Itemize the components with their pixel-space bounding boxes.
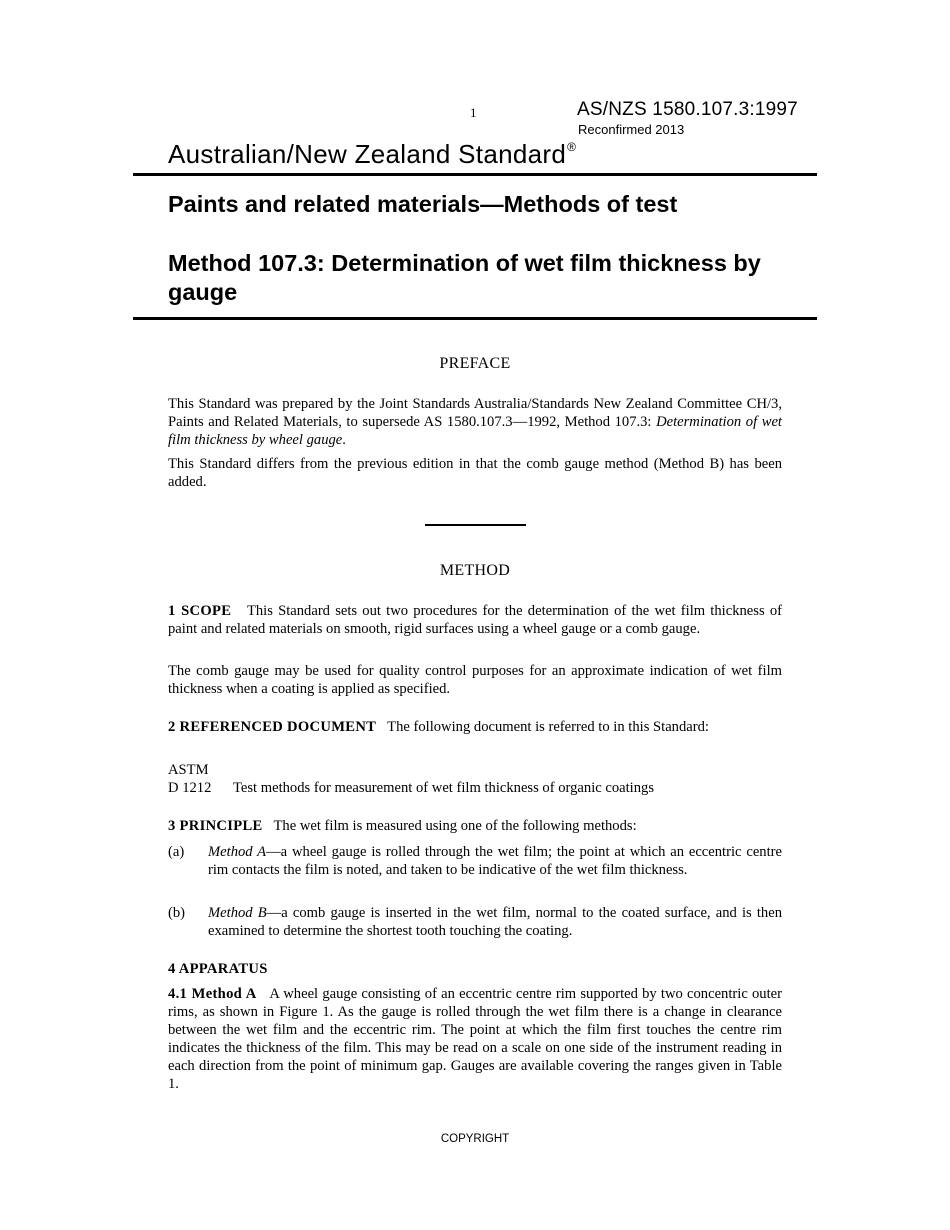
- apparatus-sub-text: A wheel gauge consisting of an eccentric centre rim supported by two concentric outer rims, as shown in Figure 1. As the gauge is rolled through the wet film there is a change in clearance between the wet film and the eccentric rim. The point at which the film first touches the centre rim indicates the thickness of the film. This may be read on a scale on one side of the instrument reading in each direction from the point of minimum gap. Gauges are available covering the ranges given in Table 1.: [168, 986, 782, 1092]
- method-heading: METHOD: [439, 562, 511, 579]
- preface-heading: PREFACE: [439, 355, 511, 372]
- apparatus-heading: [168, 960, 782, 978]
- list-item-text: [208, 843, 782, 879]
- series-title: Paints and related materials—Methods of test: [168, 191, 678, 217]
- organization-title-text: Australian/New Zealand Standard: [168, 139, 567, 169]
- registered-mark: ®: [567, 140, 577, 154]
- apparatus-paragraph: [168, 985, 782, 1093]
- preface-paragraph-2: This Standard differs from the previous edition in that the comb gauge method (Method B) has been added.: [168, 456, 782, 490]
- apparatus-label: 4 APPARATUS: [168, 961, 268, 977]
- referenced-doc-row: [168, 779, 654, 797]
- copyright-footer: COPYRIGHT: [440, 1133, 510, 1145]
- scope-paragraph-2: The comb gauge may be used for quality control purposes for an approximate indication of wet film thickness when a coating is applied as specified.: [168, 663, 782, 697]
- preface-paragraph-1: [168, 395, 782, 449]
- list-item: [168, 843, 782, 879]
- top-divider: [133, 173, 817, 176]
- principle-paragraph: [168, 817, 782, 835]
- list-item-lead: Method A: [208, 844, 267, 860]
- scope-label: 1 SCOPE: [168, 603, 232, 619]
- preface-p1-italic: Determination of wet film thickness by wheel gauge: [168, 414, 782, 448]
- referenced-label: 2 REFERENCED DOCUMENT: [168, 719, 377, 735]
- list-item-body: —a wheel gauge is rolled through the wet film; the point at which an eccentric centre rim contacts the film is noted, and taken to be indicative of the wet film thickness.: [208, 844, 782, 878]
- apparatus-sub-label: 4.1 Method A: [168, 986, 257, 1002]
- preface-p1-text: This Standard was prepared by the Joint Standards Australia/Standards New Zealand Committee CH/3, Paints and Related Materials, to supersede AS 1580.107.3—1992, Method 107.3:: [168, 396, 782, 430]
- section-separator: [425, 524, 526, 526]
- referenced-org: ASTM: [168, 762, 209, 778]
- scope-text: This Standard sets out two procedures for the determination of the wet film thickness of paint and related materials on smooth, rigid surfaces using a wheel gauge or a comb gauge.: [168, 603, 782, 637]
- list-marker: (a): [168, 844, 185, 860]
- referenced-paragraph: [168, 718, 782, 736]
- principle-label: 3 PRINCIPLE: [168, 818, 263, 834]
- list-item: [168, 904, 782, 940]
- list-item-text: [208, 904, 782, 940]
- organization-title: [168, 139, 576, 170]
- referenced-text: The following document is referred to in this Standard:: [387, 719, 709, 735]
- referenced-doc-code: D 1212: [168, 780, 212, 796]
- preface-p1-end: .: [342, 432, 346, 448]
- title-divider: [133, 317, 817, 320]
- list-item-lead: Method B: [208, 905, 267, 921]
- method-title: Method 107.3: Determination of wet film thickness by gauge: [168, 250, 761, 305]
- referenced-doc-title: Test methods for measurement of wet film thickness of organic coatings: [233, 780, 655, 796]
- reconfirmed-note: Reconfirmed 2013: [578, 122, 685, 137]
- list-item-body: —a comb gauge is inserted in the wet film, normal to the coated surface, and is then examined to determine the shortest tooth touching the coating.: [208, 905, 782, 939]
- list-marker: (b): [168, 905, 186, 921]
- page-number: 1: [470, 105, 477, 120]
- standard-id: AS/NZS 1580.107.3:1997: [577, 99, 798, 120]
- scope-paragraph: [168, 602, 782, 638]
- principle-text: The wet film is measured using one of the following methods:: [273, 818, 637, 834]
